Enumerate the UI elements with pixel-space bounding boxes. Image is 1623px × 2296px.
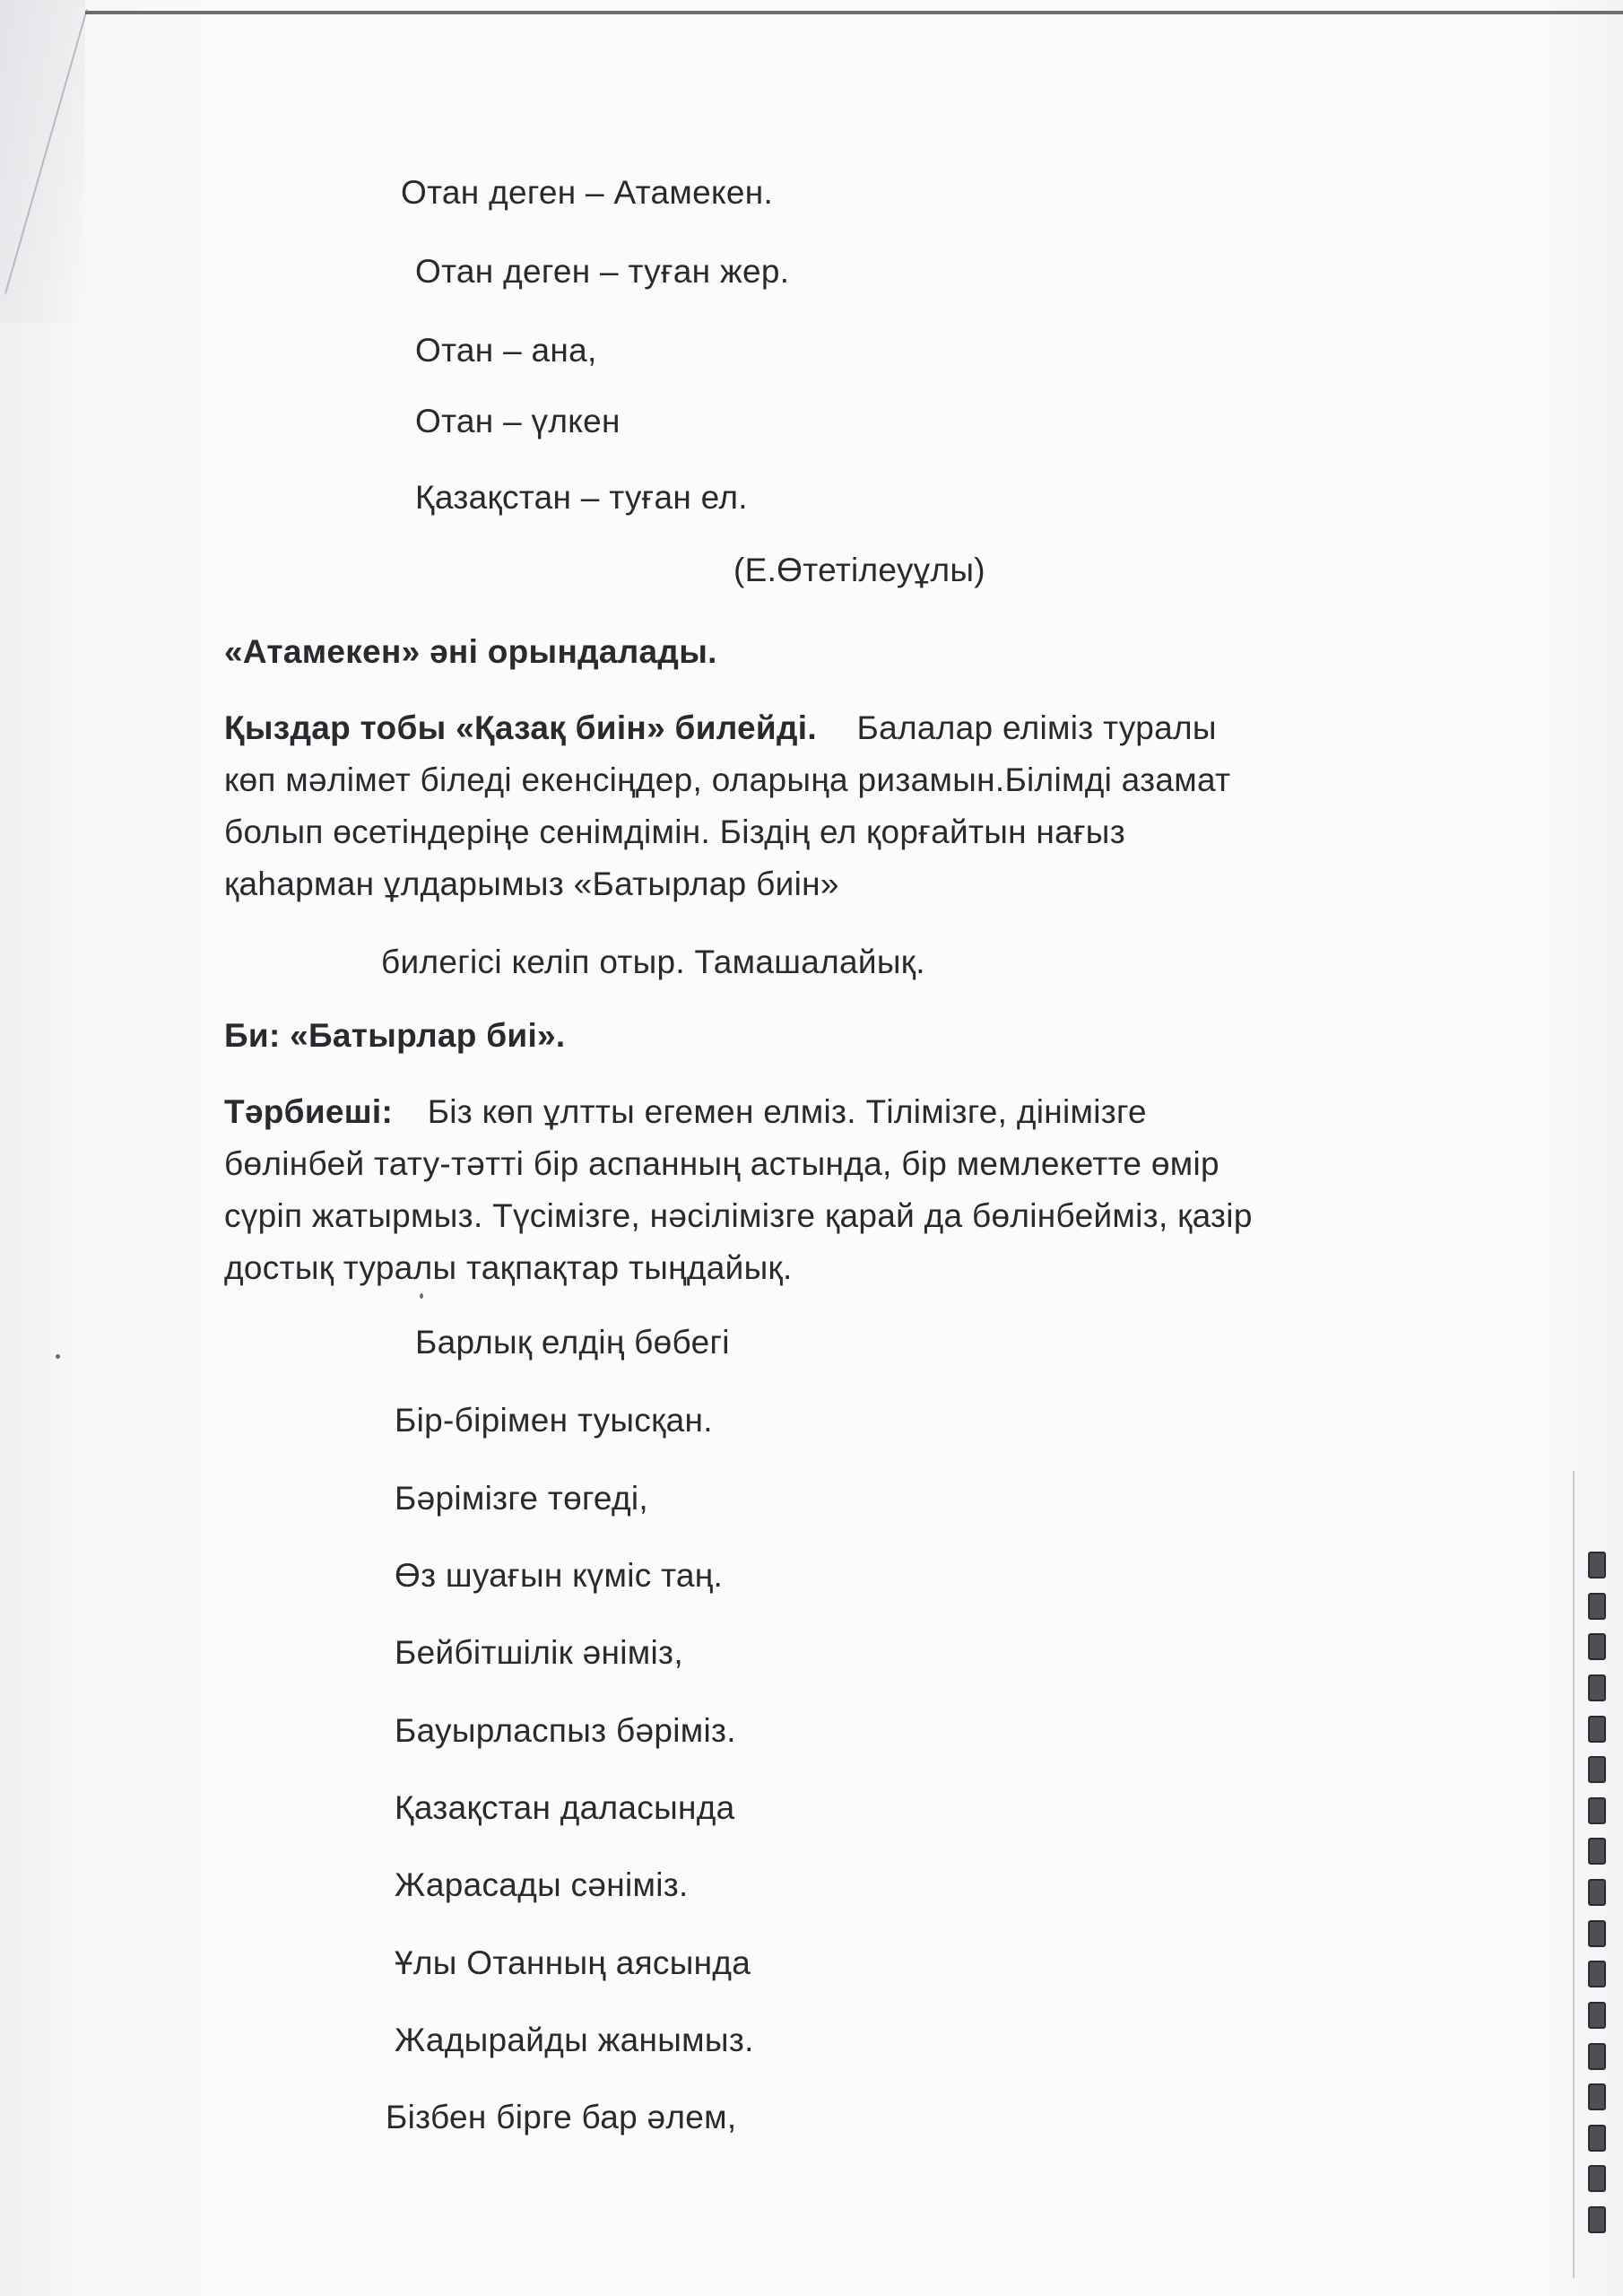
poem2-line-3: Бәрімізге төгеді, <box>395 1480 648 1517</box>
dance-line: Би: «Батырлар биі». <box>224 1017 566 1054</box>
binding-hole <box>1588 2002 1606 2029</box>
binding-hole <box>1588 1879 1606 1906</box>
poem2-line-9: Ұлы Отанның аясында <box>395 1944 751 1981</box>
binding-hole <box>1588 1674 1606 1701</box>
scan-speck <box>56 1354 60 1359</box>
right-edge-line <box>1573 1471 1575 2278</box>
para2-line-4: достық туралы тақпақтар тыңдайық. <box>224 1249 793 1286</box>
binding-hole <box>1588 1961 1606 1987</box>
binding-hole <box>1588 2083 1606 2110</box>
para2-line-3: сүріп жатырмыз. Түсімізге, нәсілімізге қарай да бөлінбейміз, қазір <box>224 1197 1253 1234</box>
para1-line1-rest: Балалар еліміз туралы <box>856 709 1217 746</box>
binding-hole <box>1588 2165 1606 2192</box>
poem1-line-3: Отан – ана, <box>415 332 597 369</box>
poem2-line-10: Жадырайды жанымыз. <box>395 2022 754 2058</box>
para2-line-2: бөлінбей тату-тәтті бір аспанның астында, бір мемлекетте өмір <box>224 1145 1219 1182</box>
poem1-author: (Е.Өтетілеуұлы) <box>733 552 985 588</box>
poem1-line-2: Отан деген – туған жер. <box>415 253 790 290</box>
poem2-line-6: Бауырласпыз бәріміз. <box>395 1712 736 1749</box>
para1-line-4: қаһарман ұлдарымыз «Батырлар биін» <box>224 865 839 902</box>
para1-line-2: көп мәлімет біледі екенсіңдер, оларыңа ризамын.Білімді азамат <box>224 761 1231 798</box>
binding-hole <box>1588 1920 1606 1947</box>
para1-line-3: болып өсетіндеріңе сенімдімін. Біздің ел қорғайтын нағыз <box>224 813 1125 850</box>
binding-hole <box>1588 1756 1606 1783</box>
poem1-line-1: Отан деген – Атамекен. <box>401 174 774 211</box>
binding-hole <box>1588 2125 1606 2152</box>
para1-line-5: билегісі келіп отыр. Тамашалайық. <box>381 944 925 980</box>
para2-line-1 <box>224 1092 1147 1132</box>
poem1-line-4: Отан – үлкен <box>415 403 621 439</box>
para2-line1-rest: Біз көп ұлтты егемен елміз. Тілімізге, дінімізге <box>427 1093 1147 1130</box>
binding-hole <box>1588 2043 1606 2070</box>
poem2-line-2: Бір-бірімен туысқан. <box>395 1402 713 1439</box>
binding-hole <box>1588 1593 1606 1620</box>
binding-hole <box>1588 1797 1606 1824</box>
binding-holes <box>1585 1552 1605 2233</box>
top-edge-line <box>85 11 1623 14</box>
poem2-line-5: Бейбітшілік әніміз, <box>395 1634 683 1671</box>
binding-hole <box>1588 1633 1606 1660</box>
poem2-line-8: Жарасады сәніміз. <box>395 1866 689 1903</box>
poem2-line-7: Қазақстан даласында <box>395 1789 735 1826</box>
scan-speck <box>420 1293 423 1299</box>
para2-speaker: Тәрбиеші: <box>224 1093 394 1130</box>
para1-line-1 <box>224 709 1217 748</box>
binding-hole <box>1588 2206 1606 2233</box>
binding-hole <box>1588 1552 1606 1578</box>
poem2-line-11: Бізбен бірге бар әлем, <box>386 2099 737 2135</box>
binding-hole <box>1588 1838 1606 1865</box>
poem2-line-4: Өз шуағын күміс таң. <box>395 1557 724 1594</box>
song-line: «Атамекен» әні орындалады. <box>224 633 717 670</box>
para1-bold-lead: Қыздар тобы «Қазақ биін» билейді. <box>224 709 817 746</box>
poem2-line-1: Барлық елдің бөбегі <box>415 1324 730 1361</box>
poem1-line-5: Қазақстан – туған ел. <box>415 479 748 516</box>
binding-hole <box>1588 1716 1606 1743</box>
